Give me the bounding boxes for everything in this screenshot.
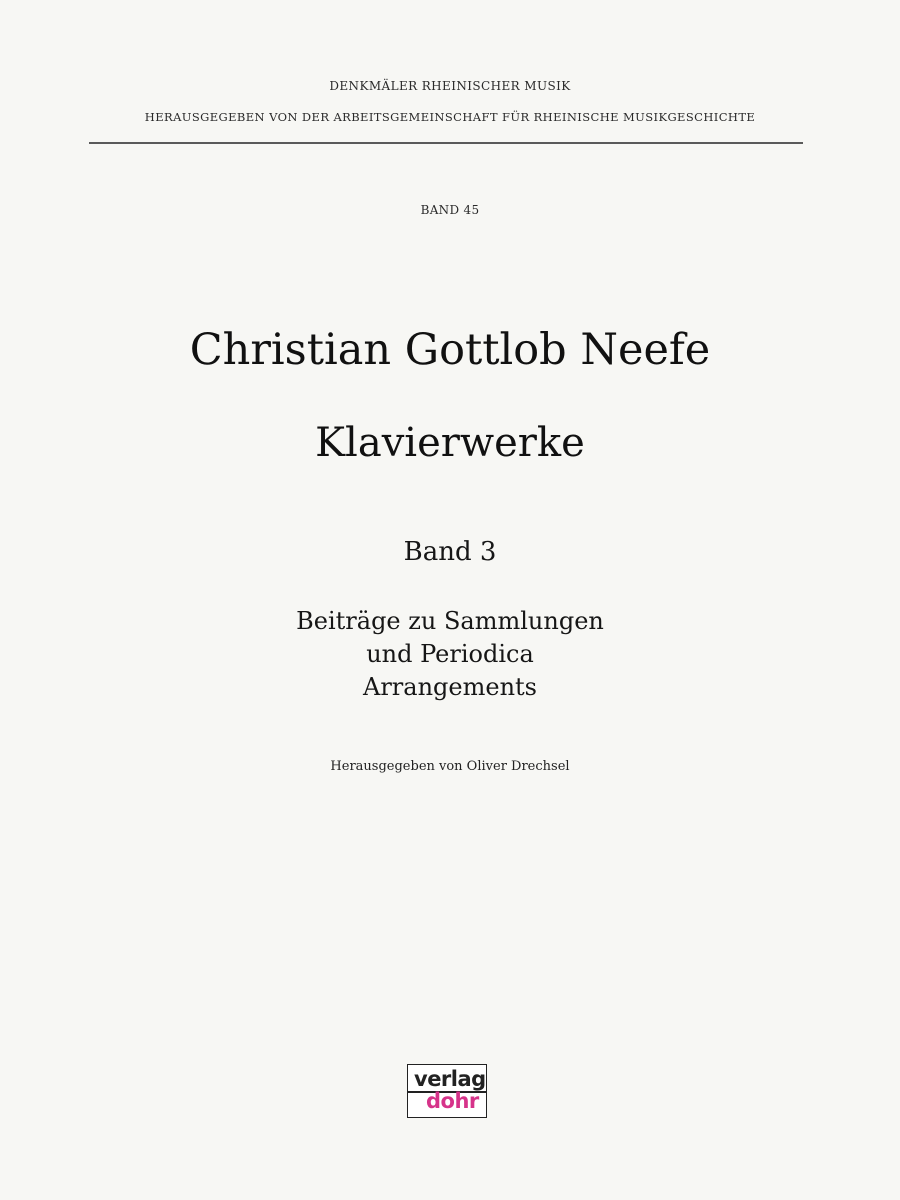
series-title: DENKMÄLER RHEINISCHER MUSIK: [329, 79, 571, 93]
author-name: Christian Gottlob Neefe: [189, 325, 711, 375]
logo-word-verlag: verlag: [414, 1067, 486, 1091]
series-band-number: BAND 45: [420, 203, 480, 217]
work-title: Klavierwerke: [315, 420, 585, 466]
volume-contents: [0, 605, 900, 704]
contents-line: Beiträge zu Sammlungen: [296, 607, 604, 635]
editor-credit: Herausgegeben von Oliver Drechsel: [330, 759, 570, 774]
publisher-logo: [407, 1064, 487, 1118]
series-subtitle: HERAUSGEGEBEN VON DER ARBEITSGEMEINSCHAFT FÜR RHEINISCHE MUSIKGESCHICHTE: [144, 110, 756, 124]
contents-line: Arrangements: [363, 673, 537, 701]
logo-word-dohr: dohr: [426, 1089, 479, 1113]
contents-line: und Periodica: [366, 640, 534, 668]
volume-label: Band 3: [403, 537, 497, 567]
header-rule: [89, 142, 803, 144]
